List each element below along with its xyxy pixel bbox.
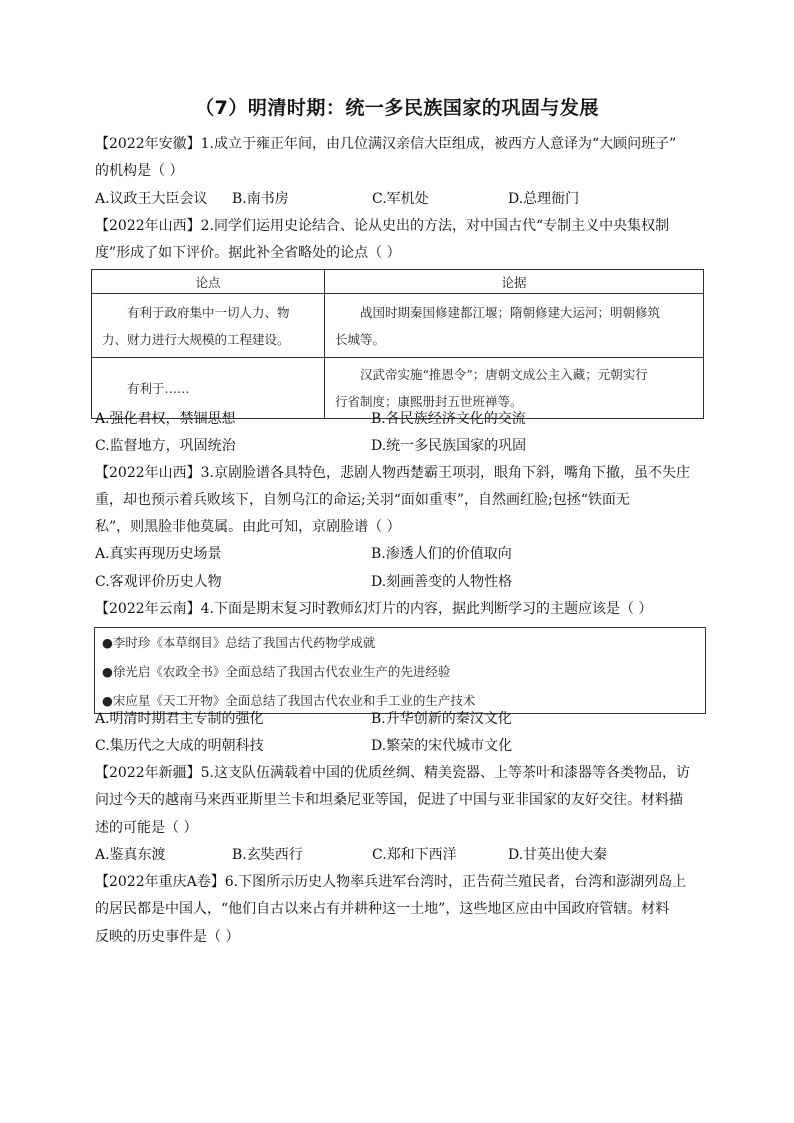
q3-option-d: D.刻画善变的人物性格 [371, 574, 513, 590]
q5-stem-line-1: 【2022年新疆】5.这支队伍满载着中国的优质丝绸、精美瓷器、上等茶叶和漆器等各类物品，访 [95, 765, 690, 781]
evidence-line: 长城等。 [335, 331, 386, 347]
q2-option-c: C.监督地方，巩固统治 [95, 438, 236, 454]
q2-options-row-1 [95, 406, 715, 433]
q2-options-row-2 [95, 433, 715, 460]
q4-option-d: D.繁荣的宋代城市文化 [371, 738, 513, 754]
q6-stem-line-1: 【2022年重庆A卷】6.下图所示历史人物率兵进军台湾时，正告荷兰殖民者，台湾和澎湖列岛上 [95, 874, 687, 890]
q2-stem-line-2: 度”形成了如下评价。据此补全省略处的论点（ ） [95, 245, 401, 261]
evidence-line: 行省制度；康熙册封五世班禅等。 [335, 394, 523, 409]
q3-option-b: B.渗透人们的价值取向 [371, 546, 512, 562]
slide-item: ●徐光启《农政全书》全面总结了我国古代农业生产的先进经验 [102, 664, 451, 679]
page-title: （7）明清时期：统一多民族国家的巩固与发展 [195, 97, 599, 119]
q5-option-c: C.郑和下西洋 [372, 847, 457, 863]
q6-stem-line-2: 的居民都是中国人，“他们自古以来占有并耕种这一土地”，这些地区应由中国政府管辖。材料 [95, 901, 670, 917]
q1-option-c: C.军机处 [372, 191, 429, 207]
point-line: 有利于…… [127, 380, 190, 396]
table-row [92, 294, 704, 358]
evidence-line: 汉武帝实施“推恩令”；唐朝文成公主入藏；元朝实行 [360, 367, 648, 382]
q1-stem-line-1: 【2022年安徽】1.成立于雍正年间，由几位满汉亲信大臣组成，被西方人意译为“大顾问班子” [95, 136, 677, 152]
q5-option-d: D.甘英出使大秦 [508, 847, 608, 863]
slide-item: ●李时珍《本草纲目》总结了我国古代药物学成就 [102, 635, 376, 650]
point-line: 力、财力进行大规模的工程建设。 [102, 331, 290, 347]
q5-stem-line-3: 述的可能是（ ） [95, 820, 198, 836]
q3-stem-line-3: 私”，则黑脸非他莫属。由此可知，京剧脸谱（ ） [95, 519, 401, 535]
q4-stem-line-1: 【2022年云南】4.下面是期末复习时教师幻灯片的内容，据此判断学习的主题应该是（ ） [95, 601, 653, 617]
q6-stem-line-3: 反映的历史事件是（ ） [95, 929, 240, 945]
q3-option-a: A.真实再现历史场景 [95, 546, 222, 562]
q3-options-row-1 [95, 541, 715, 568]
q1-option-d: D.总理衙门 [508, 191, 580, 207]
table-cell-evidence [325, 294, 704, 358]
q1-options [95, 186, 715, 213]
q5-options [95, 842, 715, 869]
table-cell-point [92, 294, 325, 358]
slide-box [94, 627, 706, 714]
slide-item: ●宋应星《天工开物》全面总结了我国古代农业和手工业的生产技术 [102, 693, 476, 708]
q2-option-d: D.统一多民族国家的巩固 [371, 438, 527, 454]
q2-stem-line-1: 【2022年山西】2.同学们运用史论结合、论从史出的方法，对中国古代“专制主义中央集权制 [95, 218, 670, 234]
table-header-point: 论点 [92, 270, 325, 294]
q5-option-a: A.鉴真东渡 [95, 847, 166, 863]
argument-table [91, 269, 704, 419]
q3-options-row-2 [95, 569, 715, 596]
q1-option-b: B.南书房 [232, 191, 289, 207]
q3-stem-line-2: 重，却也预示着兵败垓下，自刎乌江的命运;关羽“面如重枣”，自然画红脸;包拯“铁面无 [95, 492, 630, 508]
q1-stem-line-2: 的机构是（ ） [95, 163, 184, 179]
q4-options-row-2 [95, 733, 715, 760]
q4-option-c: C.集历代之大成的明朝科技 [95, 738, 264, 754]
q2-option-b: B.各民族经济文化的交流 [371, 411, 526, 427]
point-line: 有利于政府集中一切人力、物 [127, 304, 290, 320]
q4-options-row-1 [95, 706, 715, 733]
q5-stem-line-2: 问过今天的越南马来西亚斯里兰卡和坦桑尼亚等国，促进了中国与亚非国家的友好交往。材料描 [95, 792, 683, 808]
q3-option-c: C.客观评价历史人物 [95, 574, 222, 590]
evidence-line: 战国时期秦国修建都江堰；隋朝修建大运河；明朝修筑 [360, 304, 661, 320]
q5-option-b: B.玄奘西行 [232, 847, 303, 863]
q2-option-a: A.强化君权，禁锢思想 [95, 411, 236, 427]
q4-option-b: B.升华创新的秦汉文化 [371, 711, 512, 727]
table-header-evidence: 论据 [325, 270, 704, 294]
q4-option-a: A.明清时期君主专制的强化 [95, 711, 264, 727]
q1-option-a: A.议政王大臣会议 [95, 191, 208, 207]
q3-stem-line-1: 【2022年山西】3.京剧脸谱各具特色，悲剧人物西楚霸王项羽，眼角下斜，嘴角下撤，虽不失庄 [95, 465, 690, 481]
